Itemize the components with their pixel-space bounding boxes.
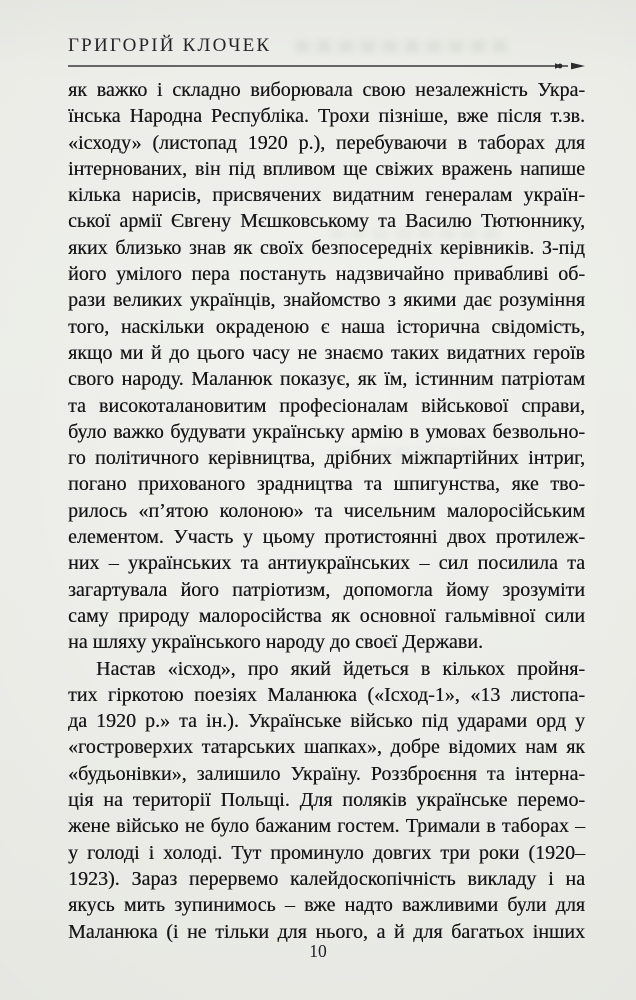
text-line: якусь мить зупинимось – вже надто важливими були для xyxy=(68,894,585,917)
page-footer xyxy=(0,941,636,962)
header-rule-with-arrow xyxy=(68,61,585,71)
text-line: Настав «ісход», про який йдеться в кількох пройня- xyxy=(96,657,585,680)
text-line: погано прихованого зрадництва та шпигунства, яке тво- xyxy=(68,473,585,496)
text-line: саму природу малоросійства як основної гальмівної сили xyxy=(68,604,585,627)
text-line: їнська Народна Республіка. Трохи пізніше, вже після т.зв. xyxy=(68,105,585,128)
text-line: тих гіркотою поезіях Маланюка («Ісход-1», «13 листопа- xyxy=(68,683,585,706)
text-line: та високоталановитим професіоналам військової справи, xyxy=(68,394,585,417)
text-line: рилось «п’ятою колоною» та чисельним малоросійським xyxy=(68,499,585,522)
text-line: «гостроверхих татарських шапках», добре відомих нам як xyxy=(68,736,585,759)
text-line: свого народу. Маланюк показує, як їм, істинним патріотам xyxy=(68,368,585,391)
text-line: «ісходу» (листопад 1920 р.), перебуваючи в таборах для xyxy=(68,131,585,154)
text-line: елементом. Участь у цьому протистоянні двох протилеж- xyxy=(68,526,585,549)
text-line: «будьонівки», залишило Україну. Роззброєння та інтерна- xyxy=(68,762,585,785)
text-line: яких близько знав як своїх безпосередніх керівників. З-під xyxy=(68,236,585,259)
running-header xyxy=(68,34,585,58)
text-line: загартувала його патріотизм, допомогла йому зрозуміти xyxy=(68,578,585,601)
text-line: його умілого пера постануть надзвичайно привабливі об- xyxy=(68,263,585,286)
text-line: рази великих українців, знайомство з якими дає розуміння xyxy=(68,289,585,312)
running-header-author: ГРИГОРІЙ КЛОЧЕК xyxy=(68,35,272,56)
text-line: було важко будувати українську армію в умовах безвольно- xyxy=(68,420,585,443)
text-line: да 1920 р.» та ін.). Українське військо під ударами орд у xyxy=(68,710,585,733)
text-line: у голоді і холоді. Тут проминуло довгих три роки (1920– xyxy=(68,841,585,864)
text-line: Маланюка (і не тільки для нього, а й для багатьох інших xyxy=(68,920,585,943)
text-line: ської армії Євгену Мєшковському та Василю Тютюннику, xyxy=(68,210,585,233)
text-line: 1923). Зараз перервемо калейдоскопічність викладу і на xyxy=(68,867,585,890)
text-line: ція на території Польщі. Для поляків українське перемо- xyxy=(68,789,585,812)
text-line: того, наскільки окраденою є наша історична свідомість, xyxy=(68,315,585,338)
text-line: як важко і складно виборювала свою незалежність Укра- xyxy=(68,79,585,101)
text-line: них – українських та антиукраїнських – сил посилила та xyxy=(68,552,585,575)
text-line: жене військо не було бажаним гостем. Тримали в таборах – xyxy=(68,815,585,838)
text-line: якщо ми й до цього часу не знаємо таких видатних героїв xyxy=(68,341,585,364)
text-line: інтернованих, він під впливом ще свіжих вражень напише xyxy=(68,157,585,180)
body-text xyxy=(68,77,585,945)
text-line: кілька нарисів, присвячених видатним генералам україн- xyxy=(68,184,585,207)
text-line: го політичного керівництва, дрібних міжпартійних інтриг, xyxy=(68,447,585,470)
page-number: 10 xyxy=(309,941,327,961)
text-line: на шляху українського народу до своєї Держави. xyxy=(68,631,483,654)
